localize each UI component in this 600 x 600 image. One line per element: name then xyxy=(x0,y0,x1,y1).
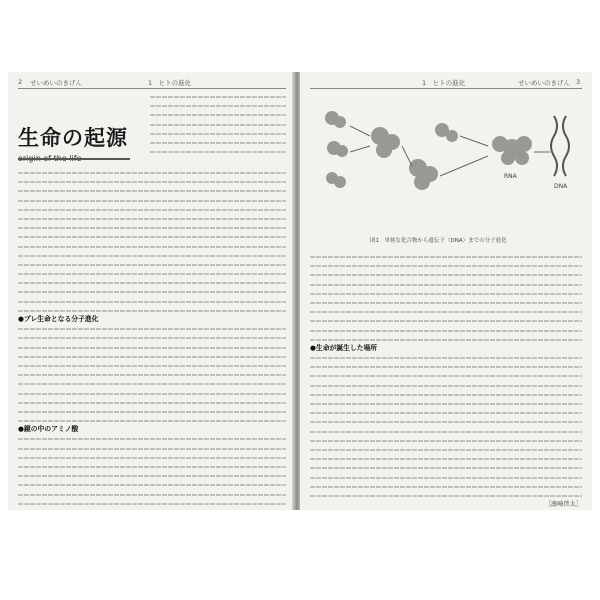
right-body xyxy=(310,252,582,509)
section-heading: ●プレ生命となる分子進化 xyxy=(18,315,99,323)
header-rule xyxy=(18,88,286,89)
author-signature: ［濱崎啓太］ xyxy=(544,501,582,509)
figure-label-rna: RNA xyxy=(504,173,517,180)
left-body xyxy=(18,168,286,510)
page-number: 3 xyxy=(576,78,581,86)
chapter-label: 1 ヒトの進化 xyxy=(422,79,466,87)
right-page xyxy=(300,72,592,510)
intro-paragraph xyxy=(150,92,286,156)
molecular-evolution-figure xyxy=(310,96,582,214)
page-title: 生命の起源 xyxy=(18,125,128,150)
section-heading: ●鏡の中のアミノ酸 xyxy=(18,425,79,434)
running-title: せいめいのきげん xyxy=(518,79,570,87)
running-title: せいめいのきげん xyxy=(30,79,82,87)
title-block xyxy=(18,122,128,163)
page-number: 2 xyxy=(18,78,23,86)
chapter-label: 1 ヒトの進化 xyxy=(148,79,192,87)
header-rule xyxy=(310,88,582,89)
figure-caption: 図1 単純な化合物から遺伝子（DNA）までの分子進化 xyxy=(370,238,507,244)
title-rule xyxy=(18,158,130,160)
left-page xyxy=(8,72,294,510)
section-heading: ●生命が誕生した場所 xyxy=(310,343,378,352)
figure-label-dna: DNA xyxy=(554,183,568,190)
